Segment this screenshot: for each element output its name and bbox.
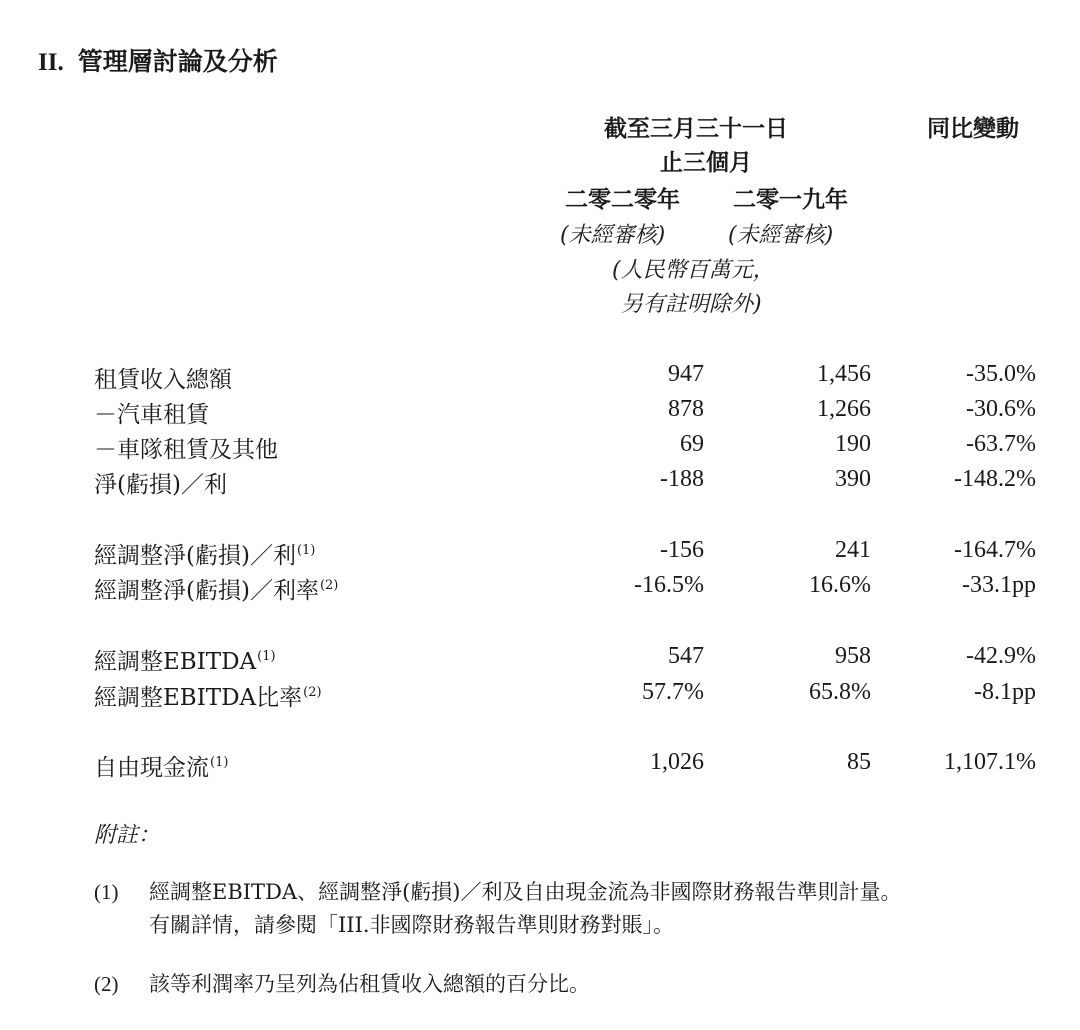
unaudited-2020: (未經審核) (560, 223, 666, 248)
note-item (94, 876, 1054, 942)
value-yoy: -8.1pp (974, 679, 1036, 705)
unit-line1: (人民幣百萬元， (612, 258, 775, 283)
value-2020: 947 (668, 361, 704, 387)
value-2019: 1,456 (817, 361, 871, 387)
section-title (38, 42, 278, 78)
row-label: 經調整淨(虧損)／利率$^{(2)}$ (94, 578, 339, 604)
value-yoy: -30.6% (966, 396, 1036, 422)
row-label: 租賃收入總額 (94, 367, 232, 393)
section-heading: 管理層討論及分析 (77, 47, 278, 76)
table-row (0, 466, 1080, 500)
table-row (0, 537, 1080, 571)
value-yoy: -148.2% (954, 466, 1036, 492)
table-row (0, 572, 1080, 606)
value-2020: 547 (668, 643, 704, 669)
value-yoy: -33.1pp (962, 572, 1036, 598)
value-2019: 241 (835, 537, 871, 563)
row-label: 經調整淨(虧損)／利$^{(1)}$ (94, 543, 316, 569)
value-2019: 65.8% (809, 679, 871, 705)
table-row (0, 749, 1080, 783)
value-2019: 390 (835, 466, 871, 492)
value-2019: 85 (847, 749, 871, 775)
period-header-line2: 止三個月 (660, 149, 752, 176)
table-row (0, 679, 1080, 713)
table-row (0, 361, 1080, 395)
value-2019: 958 (835, 643, 871, 669)
row-label: 淨(虧損)／利 (94, 472, 227, 498)
value-yoy: -42.9% (966, 643, 1036, 669)
value-2020: 1,026 (650, 749, 704, 775)
column-header-2020: 二零二零年 (565, 186, 680, 213)
unaudited-2019: (未經審核) (728, 223, 834, 248)
note-text-line1: 經調整EBITDA、經調整淨(虧損)／利及自由現金流為非國際財務報告準則計量。 (149, 880, 902, 904)
column-header-2019: 二零一九年 (733, 186, 848, 213)
value-2019: 16.6% (809, 572, 871, 598)
value-yoy: -63.7% (966, 431, 1036, 457)
yoy-header: 同比變動 (927, 115, 1019, 142)
value-yoy: 1,107.1% (944, 749, 1036, 775)
value-yoy: -164.7% (954, 537, 1036, 563)
row-label: －車隊租賃及其他 (94, 437, 278, 463)
value-2020: 69 (680, 431, 704, 457)
table-row (0, 431, 1080, 465)
row-label: 自由現金流$^{(1)}$ (94, 755, 229, 781)
value-2020: -188 (660, 466, 704, 492)
row-label: 經調整EBITDA$^{(1)}$ (94, 649, 276, 675)
note-item (94, 968, 1054, 1002)
row-label: －汽車租賃 (94, 402, 209, 428)
value-2019: 190 (835, 431, 871, 457)
row-label: 經調整EBITDA比率$^{(2)}$ (94, 685, 322, 711)
note-text-line1: 該等利潤率乃呈列為佔租賃收入總額的百分比。 (149, 972, 590, 996)
note-number: (1) (94, 880, 119, 904)
note-number: (2) (94, 972, 119, 996)
notes-title: 附註： (94, 823, 161, 848)
value-2020: -156 (660, 537, 704, 563)
value-2020: 878 (668, 396, 704, 422)
value-yoy: -35.0% (966, 361, 1036, 387)
note-text-line2: 有關詳情，請參閱「III.非國際財務報告準則財務對賬」。 (149, 913, 675, 937)
table-row (0, 643, 1080, 677)
value-2020: 57.7% (642, 679, 704, 705)
value-2020: -16.5% (634, 572, 704, 598)
unit-line2: 另有註明除外) (621, 292, 762, 317)
value-2019: 1,266 (817, 396, 871, 422)
table-row (0, 396, 1080, 430)
period-header-line1: 截至三月三十一日 (604, 115, 788, 142)
section-number: II. (38, 49, 64, 76)
